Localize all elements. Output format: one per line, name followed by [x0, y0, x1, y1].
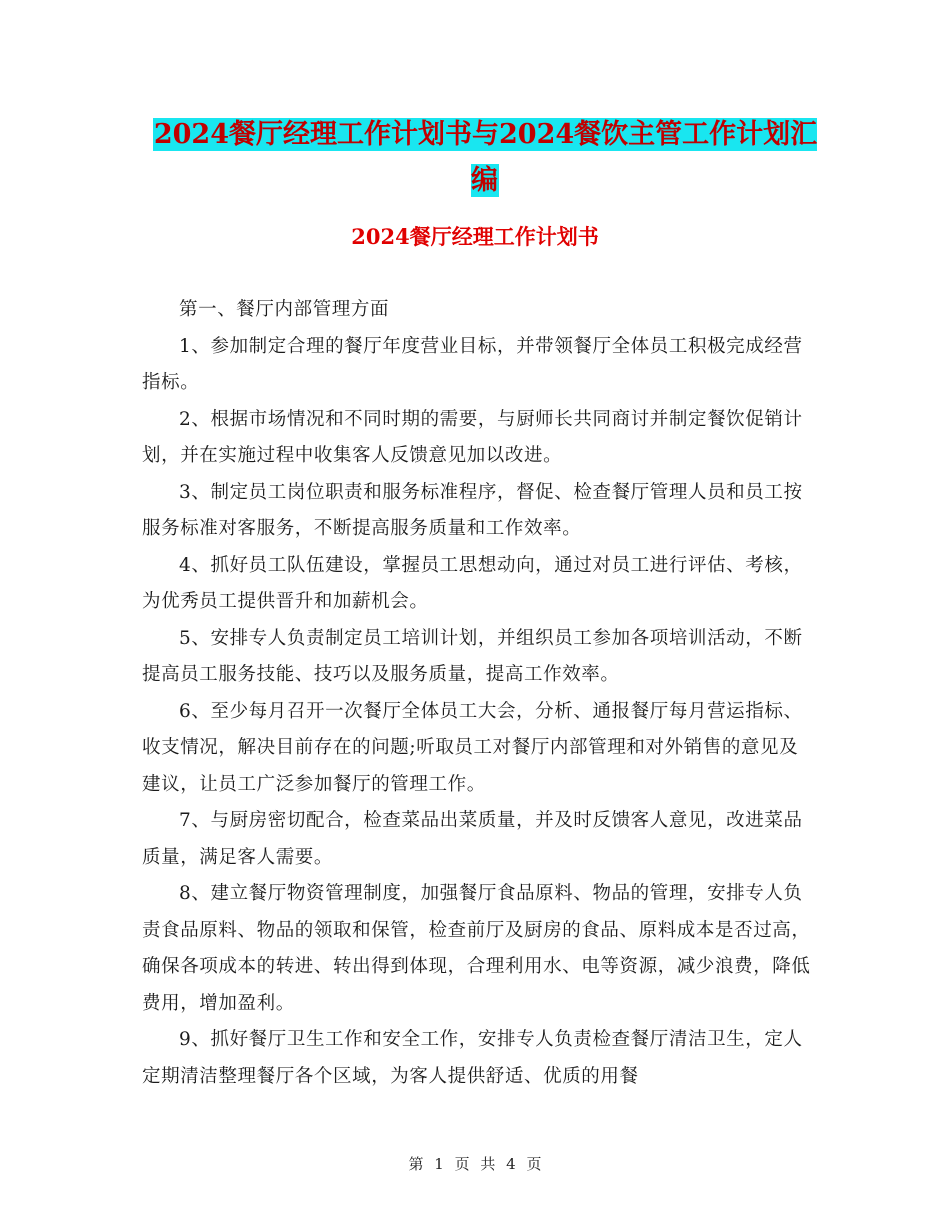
paragraph: 8、建立餐厅物资管理制度，加强餐厅食品原料、物品的管理，安排专人负责食品原料、物品的领取和保管，检查前厅及厨房的食品、原料成本是否过高，确保各项成本的转进、转出得到体现，合理利用水、电等资源，减少浪费，降低费用，增加盈利。	[142, 883, 811, 1014]
section-title: 2024餐厅经理工作计划书	[351, 224, 599, 249]
paragraph: 9、抓好餐厅卫生工作和安全工作，安排专人负责检查餐厅清洁卫生，定人定期清洁整理餐厅各个区域，为客人提供舒适、优质的用餐	[142, 1029, 803, 1087]
paragraph: 3、制定员工岗位职责和服务标准程序，督促、检查餐厅管理人员和员工按服务标准对客服务，不断提高服务质量和工作效率。	[142, 481, 803, 539]
document-body	[142, 292, 812, 1095]
document-title	[140, 112, 830, 204]
paragraph: 7、与厨房密切配合，检查菜品出菜质量，并及时反馈客人意见，改进菜品质量，满足客人需要。	[142, 810, 803, 868]
document-title-text: 2024餐厅经理工作计划书与2024餐饮主管工作计划汇编	[153, 119, 818, 196]
paragraph: 1、参加制定合理的餐厅年度营业目标，并带领餐厅全体员工积极完成经营指标。	[142, 335, 803, 393]
paragraph: 4、抓好员工队伍建设，掌握员工思想动向，通过对员工进行评估、考核，为优秀员工提供晋升和加薪机会。	[142, 554, 803, 612]
page-footer: 第 1 页 共 4 页	[408, 1155, 542, 1173]
paragraph: 6、至少每月召开一次餐厅全体员工大会，分析、通报餐厅每月营运指标、收支情况，解决目前存在的问题;听取员工对餐厅内部管理和对外销售的意见及建议，让员工广泛参加餐厅的管理工作。	[142, 700, 803, 795]
paragraph: 5、安排专人负责制定员工培训计划，并组织员工参加各项培训活动，不断提高员工服务技能、技巧以及服务质量，提高工作效率。	[142, 627, 803, 685]
paragraph-heading: 第一、餐厅内部管理方面	[179, 299, 390, 320]
paragraph: 2、根据市场情况和不同时期的需要，与厨师长共同商讨并制定餐饮促销计划，并在实施过程中收集客人反馈意见加以改进。	[142, 408, 803, 466]
